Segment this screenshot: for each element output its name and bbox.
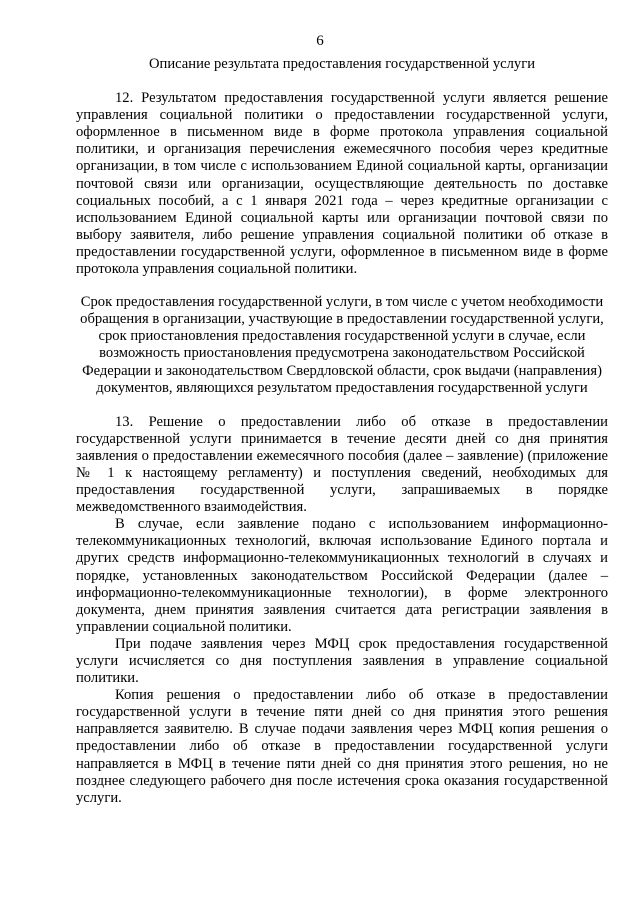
document-body	[76, 56, 608, 807]
spacer	[76, 278, 608, 294]
paragraph-decision-copy: Копия решения о предоставлении либо об отказе в предоставлении государственной услуги в течение пяти дней со дня принятия этого решения направляется заявителю. В случае подачи заявления через МФЦ копия решения о предоставлении либо об отказе в предоставлении государственной услуги направляется в МФЦ в течение пяти дней со дня принятия этого решения, но не позднее следующего рабочего дня после истечения срока оказания государственной услуги.	[76, 687, 608, 806]
paragraph-mfc-submission: При подаче заявления через МФЦ срок предоставления государственной услуги исчисляется со дня поступления заявления в управление социальной политики.	[76, 635, 608, 687]
page-number: 6	[316, 33, 324, 49]
paragraph-electronic-submission: В случае, если заявление подано с использованием информационно-телекоммуникационных технологий, включая использование Единого портала и других средств информационно-телекоммуникационных технологий в случаях и порядке, установленных законодательством Российской Федерации (далее – информационно-телекоммуникационные технологии), в форме электронного документа, днем принятия заявления считается дата регистрации заявления в управлении социальной политики.	[76, 516, 608, 635]
spacer	[76, 397, 608, 414]
paragraph-13: 13. Решение о предоставлении либо об отказе в предоставлении государственной услуги принимается в течение десяти дней со дня принятия заявления о предоставлении ежемесячного пособия (далее – заявление) (приложение № 1 к настоящему регламенту) и поступления сведений, необходимых для предоставления государственной услуги, запрашиваемых в порядке межведомственного взаимодействия.	[76, 413, 608, 516]
spacer	[76, 73, 608, 90]
section-heading-result: Описание результата предоставления государственной услуги	[148, 56, 536, 72]
section-heading-term: Срок предоставления государственной услуги, в том числе с учетом необходимости обращения в организации, участвующие в предоставлении государственной услуги, срок приостановления предоставления государственной услуги в случае, если возможность приостановления предусмотрена законодательством Российской Федерации и законодательством Свердловской области, срок выдачи (направления) документов, являющихся результатом предоставления государственной услуги	[80, 294, 604, 396]
paragraph-12: 12. Результатом предоставления государственной услуги является решение управления социальной политики о предоставлении государственной услуги, оформленное в письменном виде в форме протокола управления социальной политики, и организация перечисления ежемесячного пособия через кредитные организации, в том числе с использованием Единой социальной карты, организации почтовой связи или организации, осуществляющие деятельность по доставке социальных пособий, а с 1 января 2021 года – через кредитные организации с использованием Единой социальной карты или организации почтовой связи по выбору заявителя, либо решение управления социальной политики об отказе в предоставлении государственной услуги, оформленное в письменном виде в форме протокола управления социальной политики.	[76, 90, 608, 278]
